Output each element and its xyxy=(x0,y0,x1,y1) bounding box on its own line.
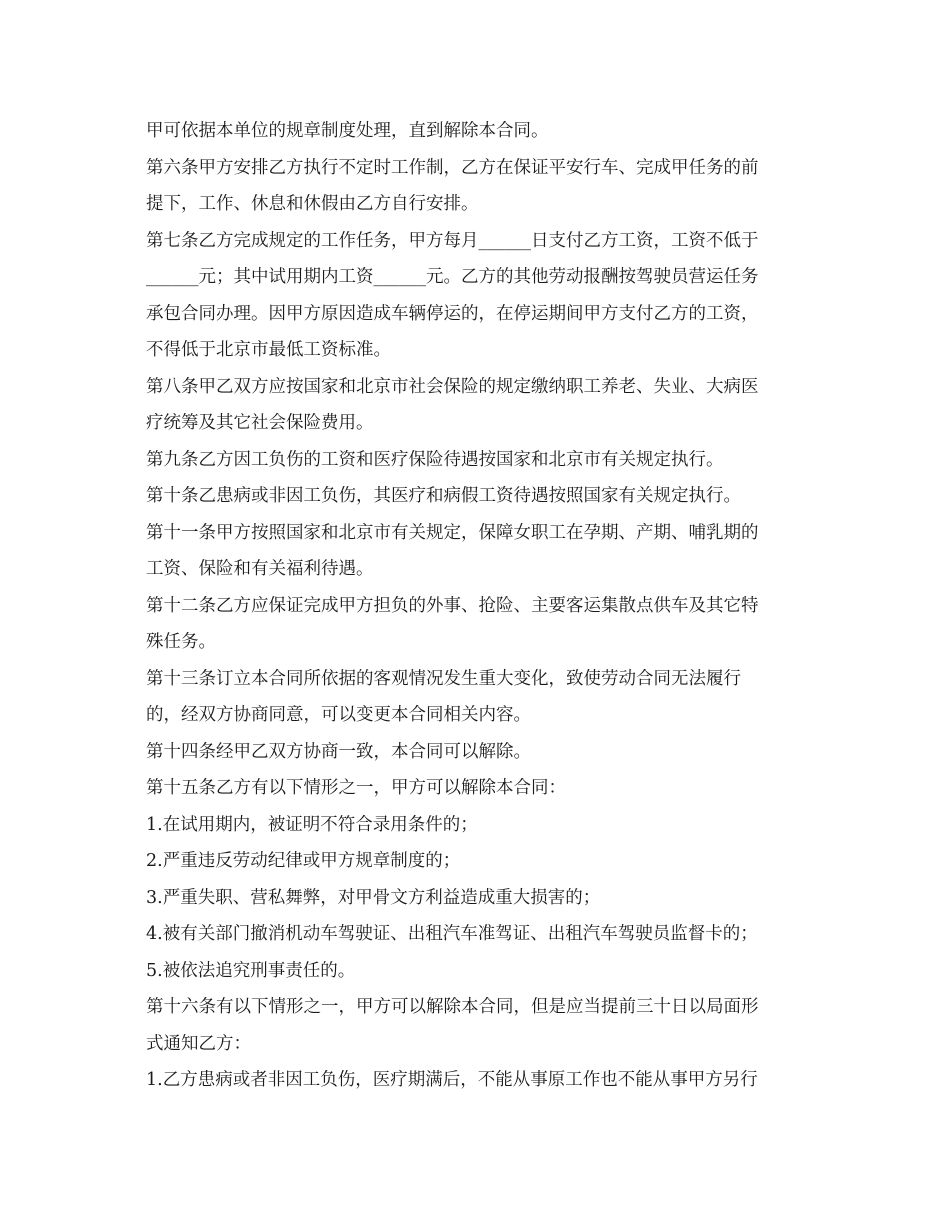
text-line: 疗统筹及其它社会保险费用。 xyxy=(146,413,374,433)
text-line: 式通知乙方： xyxy=(146,1033,251,1054)
text-line: 第十六条有以下情形之一，甲方可以解除本合同，但是应当提前三十日以局面形 xyxy=(146,997,759,1017)
text-line: 甲可依据本单位的规章制度处理，直到解除本合同。 xyxy=(146,121,549,141)
text-line: 1.乙方患病或者非因工负伤，医疗期满后，不能从事原工作也不能从事甲方另行 xyxy=(146,1070,758,1090)
text-line: ______元；其中试用期内工资______元。乙方的其他劳动报酬按驾驶员营运任务 xyxy=(146,267,759,287)
text-line: 第十条乙患病或非因工负伤，其医疗和病假工资待遇按照国家有关规定执行。 xyxy=(146,486,741,506)
text-line: 1.在试用期内，被证明不符合录用条件的； xyxy=(146,814,478,835)
text-line: 第十三条订立本合同所依据的客观情况发生重大变化，致使劳动合同无法履行 xyxy=(146,668,741,689)
text-line: 提下，工作、休息和休假由乙方自行安排。 xyxy=(146,194,479,214)
text-line: 不得低于北京市最低工资标准。 xyxy=(146,340,391,360)
text-line: 3.严重失职、营私舞弊，对甲骨文方利益造成重大损害的； xyxy=(146,887,601,908)
text-line: 第九条乙方因工负伤的工资和医疗保险待遇按国家和北京市有关规定执行。 xyxy=(146,449,724,470)
text-line: 第十五条乙方有以下情形之一，甲方可以解除本合同： xyxy=(146,778,566,798)
text-line: 第十一条甲方按照国家和北京市有关规定，保障女职工在孕期、产期、哺乳期的 xyxy=(146,522,759,543)
text-line: 第七条乙方完成规定的工作任务，甲方每月______日支付乙方工资，工资不低于 xyxy=(146,230,759,251)
text-line: 工资、保险和有关福利待遇。 xyxy=(146,559,374,579)
text-line: 第六条甲方安排乙方执行不定时工作制，乙方在保证平安行车、完成甲任务的前 xyxy=(146,157,759,178)
document-body xyxy=(146,113,806,1099)
text-line: 5.被依法追究刑事责任的。 xyxy=(146,960,356,981)
text-line: 2.严重违反劳动纪律或甲方规章制度的； xyxy=(146,851,461,871)
text-line: 第十四条经甲乙双方协商一致，本合同可以解除。 xyxy=(146,741,531,762)
text-line: 4.被有关部门撤消机动车驾驶证、出租汽车准驾证、出租汽车驾驶员监督卡的； xyxy=(146,924,758,944)
text-line: 殊任务。 xyxy=(146,632,216,652)
text-line: 的，经双方协商同意，可以变更本合同相关内容。 xyxy=(146,705,531,725)
text-line: 承包合同办理。因甲方原因造成车辆停运的，在停运期间甲方支付乙方的工资， xyxy=(146,303,759,324)
text-line: 第八条甲乙双方应按国家和北京市社会保险的规定缴纳职工养老、失业、大病医 xyxy=(146,376,759,397)
text-line: 第十二条乙方应保证完成甲方担负的外事、抢险、主要客运集散点供车及其它特 xyxy=(146,595,759,616)
